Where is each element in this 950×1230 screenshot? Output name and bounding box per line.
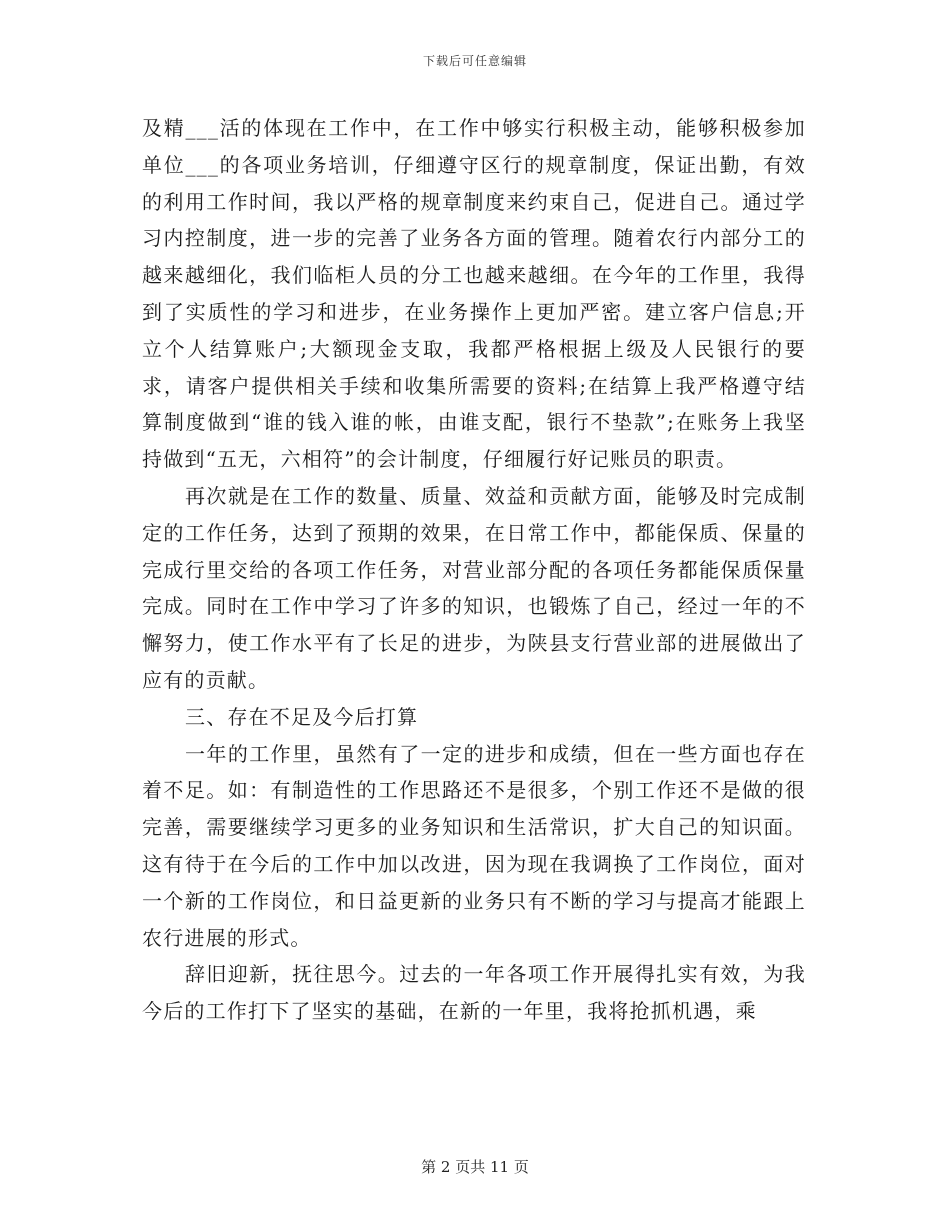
document-body	[142, 110, 806, 1030]
paragraph-work-quality: 再次就是在工作的数量、质量、效益和贡献方面，能够及时完成制定的工作任务，达到了预期的效果，在日常工作中，都能保质、保量的完成行里交给的各项工作任务，对营业部分配的各项任务都能保质保量完成。同时在工作中学习了许多的知识，也锻炼了自己，经过一年的不懈努力，使工作水平有了长足的进步，为陕县支行营业部的进展做出了应有的贡献。	[142, 483, 806, 692]
section-heading-shortcomings: 三、存在不足及今后打算	[185, 704, 419, 729]
page-header: 下载后可任意编辑	[422, 54, 527, 68]
paragraph-continuation: 及精___活的体现在工作中，在工作中够实行积极主动，能够积极参加单位___的各项业务培训，仔细遵守区行的规章制度，保证出勤，有效的利用工作时间，我以严格的规章制度来约束自己，促进自己。通过学习内控制度，进一步的完善了业务各方面的管理。随着农行内部分工的越来越细化，我们临柜人员的分工也越来越细。在今年的工作里，我得到了实质性的学习和进步，在业务操作上更加严密。建立客户信息;开立个人结算账户;大额现金支取，我都严格根据上级及人民银行的要求，请客户提供相关手续和收集所需要的资料;在结算上我严格遵守结算制度做到“谁的钱入谁的帐，由谁支配，银行不垫款”;在账务上我坚持做到“五无，六相符”的会计制度，仔细履行好记账员的职责。	[142, 116, 806, 472]
page-number: 第 2 页共 11 页	[421, 1158, 529, 1176]
paragraph-shortcomings: 一年的工作里，虽然有了一定的进步和成绩，但在一些方面也存在着不足。如：有制造性的工作思路还不是很多，个别工作还不是做的很完善，需要继续学习更多的业务知识和生活常识，扩大自己的知识面。这有待于在今后的工作中加以改进，因为现在我调换了工作岗位，面对一个新的工作岗位，和日益更新的业务只有不断的学习与提高才能跟上农行进展的形式。	[142, 741, 806, 950]
paragraph-new-year: 辞旧迎新，抚往思今。过去的一年各项工作开展得扎实有效，为我今后的工作打下了坚实的基础，在新的一年里，我将抢抓机遇，乘	[142, 962, 806, 1024]
